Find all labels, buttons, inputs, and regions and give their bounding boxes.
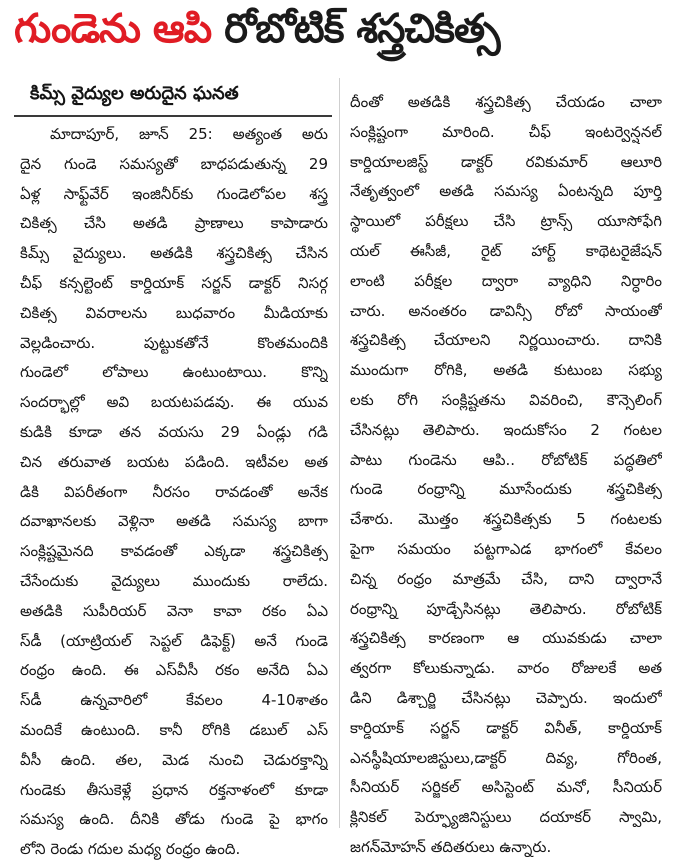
article-line: చికిత్స వివరాలను బుధవారం మీడియాకు [20, 303, 328, 322]
column-divider [339, 78, 340, 828]
article-line: ఏళ్ల సాఫ్ట్‌వేర్ ఇంజినీర్‌కు గుండెలోపల శస్త్ర [20, 184, 328, 203]
article-line: మందికే ఉంటుంది. కానీ రోగికి డబుల్ ఎస్ [20, 720, 328, 739]
article-line: చేసినట్లు తెలిపారు. ఇందుకోసం 2 గంటల [350, 420, 662, 439]
article-column-right [350, 88, 662, 863]
article-line: చీఫ్ కన్సల్టెంట్ కార్డియాక్ సర్జన్ డాక్టర్ నిసర్గ [20, 273, 328, 292]
article-line: రంధ్రం ఉంది. ఈ ఎస్‌వీసీ రకం అనేది ఏఎ [20, 661, 328, 680]
article-line: దైన గుండె సమస్యతో బాధపడుతున్న 29 [20, 154, 328, 173]
article-line: రంధ్రాన్ని పూడ్చేసినట్లు తెలిపారు. రోబోటిక్ [350, 599, 662, 618]
subhead-underline [14, 115, 332, 117]
headline-part-black: రోబోటిక్ శస్త్రచికిత్స [224, 6, 500, 52]
article-line: చారు. అనంతరం డావిన్సీ రోబో సాయంతో [350, 301, 662, 320]
article-line: శస్త్రచికిత్స చేయాలని నిర్ణయించారు. దానికి [350, 331, 662, 350]
article-line: ఎనస్థీషియాలజిస్టులు,డాక్టర్ దివ్య, గోరింత, [350, 748, 662, 767]
article-line: కిమ్స్ వైద్యులు. అతడికి శస్త్రచికిత్స చేసిన [20, 244, 328, 263]
article-column-left [20, 120, 328, 865]
article-line: పాటు గుండెను ఆపి.. రోబోటిక్ పద్ధతిలో [350, 450, 662, 469]
article-line: స్‌డీ (యాట్రియల్ సెప్టల్ డిఫెక్ట్) అనే గుండె [20, 631, 328, 650]
article-headline [0, 0, 673, 68]
article-subhead: కిమ్స్ వైద్యుల అరుదైన ఘనత [30, 83, 239, 104]
article-line: గుండె రంధ్రాన్ని మూసేందుకు శస్త్రచికిత్స [350, 480, 662, 499]
article-line: వీసీ ఉంది. తల, మెడ నుంచి చెడురక్తాన్ని [20, 750, 328, 769]
article-line: డిని డిశ్చార్జి చేసినట్లు చెప్పారు. ఇందులో [350, 688, 662, 707]
article-line: లోని రెండు గదుల మధ్య రంధ్రం ఉంది. [20, 840, 241, 859]
article-line: డికి విపరీతంగా నీరసం రావడంతో అనేక [20, 482, 328, 501]
article-line: కార్డియాలజిస్ట్ డాక్టర్ రవికుమార్ ఆలూరి [350, 152, 662, 171]
article-line: లాంటి పరీక్షల ద్వారా వ్యాధిని నిర్ధారిం [350, 271, 662, 290]
article-line: శస్త్రచికిత్స కారణంగా ఆ యువకుడు చాలా [350, 629, 662, 648]
article-line: చిన్న రంధ్రం మాత్రమే చేసి, దాని ద్వారానే [350, 569, 662, 588]
article-line: కార్డియాక్ సర్జన్ డాక్టర్ వినీత్, కార్డియాక్ [350, 718, 662, 737]
article-line: యల్ ఈసీజీ, రైట్ హార్ట్ కాథెటరైజేషన్ [350, 241, 662, 260]
article-line: జగన్‌మోహన్ తదితరులు ఉన్నారు. [350, 837, 552, 856]
article-line: అతడికి సుపీరియర్ వెనా కావా రకం ఏఎ [20, 601, 328, 620]
article-line: సందర్భాల్లో అవి బయటపడవు. ఈ యువ [20, 393, 328, 412]
article-line: కుడికి కూడా తన వయసు 29 ఏండ్లు గడి [20, 422, 328, 441]
article-line: సీనియర్ సర్జికల్ అసిస్టెంట్ మనో, సీనియర్ [350, 778, 662, 797]
article-line: చికిత్స చేసి అతడి ప్రాణాలు కాపాడారు [20, 214, 328, 233]
headline-part-red: గుండెను ఆపి [14, 6, 212, 52]
article-line: సంక్లిష్టంగా మారింది. చీఫ్ ఇంటర్వెన్షనల్ [350, 122, 662, 141]
article-line: చేశారు. మొత్తం శస్త్రచికిత్సకు 5 గంటలకు [350, 510, 662, 529]
article-line: వెల్లడించారు. పుట్టుకతోనే కొంతమందికి [20, 333, 328, 352]
article-line: దవాఖానలకు వెళ్లినా అతడి సమస్య బాగా [20, 512, 328, 531]
article-line: పైగా సమయం పట్టగాఎడ భాగంలో కేవలం [350, 539, 662, 558]
article-line: త్వరగా కోలుకున్నాడు. వారం రోజులకే అత [350, 659, 662, 678]
article-line: గుండెకు తీసుకెళ్లే ప్రధాన రక్తనాళంలో కూడా [20, 780, 328, 799]
article-line: లకు రోగి సంక్లిష్టతను వివరించి, కౌన్సెలింగ్ [350, 390, 662, 409]
article-line: సంక్లిష్టమైనది కావడంతో ఎక్కడా శస్త్రచికిత్స [20, 542, 328, 561]
article-line: గుండెలో లోపాలు ఉంటుంటాయి. కొన్ని [20, 363, 328, 382]
article-line: క్లినికల్ పెర్ఫ్యూజినిస్టులు దయాకర్ స్వామి, [350, 808, 662, 827]
article-line: నేతృత్వంలో అతడి సమస్య ఏంటన్నది పూర్తి [350, 182, 662, 201]
article-line: దీంతో అతడికి శస్త్రచికిత్స చేయడం చాలా [350, 93, 662, 111]
article-line: చేసేందుకు వైద్యులు ముందుకు రాలేదు. [20, 571, 328, 590]
article-line: చిన తరువాత బయట పడింది. ఇటీవల అత [20, 452, 328, 471]
article-line: ముందుగా రోగికి, అతడి కుటుంబ సభ్యు [350, 361, 662, 380]
article-line: స్‌డీ ఉన్నవారిలో కేవలం 4-10శాతం [20, 691, 328, 710]
article-line: స్థాయిలో పరీక్షలు చేసి ట్రాన్స్ యూసోఫేగి [350, 212, 662, 231]
article-line: మాదాపూర్, జూన్ 25: అత్యంత అరు [50, 125, 328, 143]
article-line: సమస్య ఉంది. దీనికి తోడు గుండె పై భాగం [20, 810, 328, 829]
